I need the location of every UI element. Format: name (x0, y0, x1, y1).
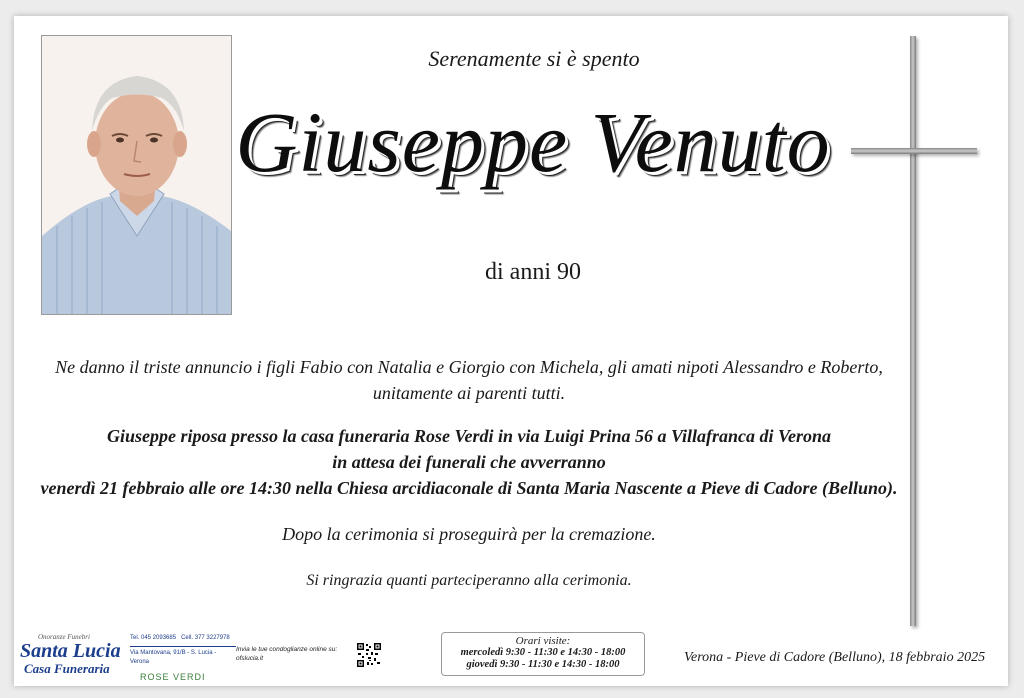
visiting-hours-title: Orari visite: (515, 635, 571, 647)
funeral-line: in attesa dei funerali che avverranno (332, 452, 606, 472)
cross-icon-bar (851, 148, 977, 154)
intro-text: Serenamente si è spento (428, 46, 640, 71)
place-date: Verona - Pieve di Cadore (Belluno), 18 febbraio 2025 (684, 650, 986, 665)
brand-tag: Onoranze Funebri (38, 633, 90, 641)
brand-sub: Casa Funeraria (24, 661, 110, 676)
address: Via Mantovana, 91/B - S. Lucia - Verona (130, 646, 236, 667)
visiting-hours-line: giovedì 9:30 - 11:30 e 14:30 - 18:00 (466, 659, 620, 670)
announcement-line: unitamente ai parenti tutti. (372, 383, 566, 403)
funeral-line: Giuseppe riposa presso la casa funeraria Rose Verdi in via Luigi Prina 56 a Villafranca di Verona (106, 426, 832, 446)
cross-icon (910, 36, 916, 626)
visiting-hours-box (441, 632, 645, 676)
announcement-paragraph (24, 354, 914, 406)
brand-name: Santa Lucia (20, 640, 121, 662)
funeral-line: venerdì 21 febbraio alle ore 14:30 nella Chiesa arcidiaconale di Santa Maria Nascente a Pieve di Cadore (Belluno). (40, 478, 898, 498)
visiting-hours-line: mercoledì 9:30 - 11:30 e 14:30 - 18:00 (460, 647, 626, 658)
funeral-home-logo (20, 633, 130, 677)
cremation-text: Dopo la cerimonia si proseguirà per la cremazione. (282, 524, 656, 544)
thanks-text: Si ringrazia quanti parteciperanno alla cerimonia. (306, 572, 632, 589)
contact-block (130, 634, 236, 682)
announcement-line: Ne danno il triste annuncio i figli Fabio con Natalia e Giorgio con Michela, gli amati nipoti Alessandro e Roberto, (55, 357, 883, 377)
qr-code-icon[interactable] (357, 643, 381, 667)
funeral-paragraph (24, 423, 914, 501)
deceased-name: Giuseppe Venuto (235, 94, 831, 190)
rose-verdi-logo: ROSE VERDI (140, 672, 206, 682)
phone-number: Tel. 045 2093685 (130, 635, 177, 641)
mobile-number: Cell. 377 3227978 (181, 635, 230, 641)
age-text: di anni 90 (485, 259, 581, 285)
portrait-photo (41, 35, 232, 315)
condolences-text: Invia le tue condoglianze online su: ofslucia.it (236, 646, 338, 662)
